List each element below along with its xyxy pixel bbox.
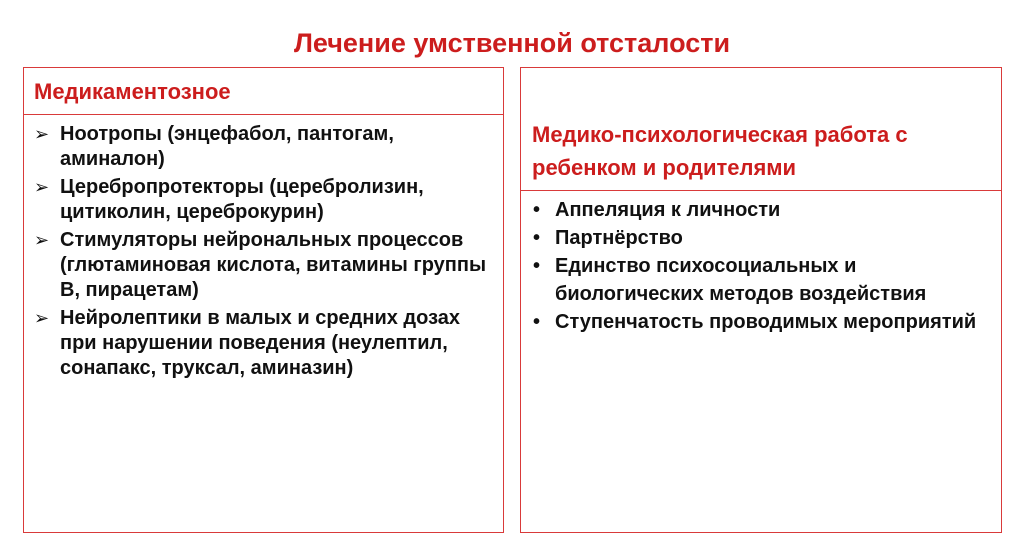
medication-list (32, 122, 492, 384)
arrow-bullet-icon: ➢ (34, 308, 50, 328)
dot-bullet-icon: • (533, 227, 541, 249)
list-item (32, 228, 492, 303)
list-item-text: Стимуляторы нейрональных процессов (глютаминовая кислота, витамины группы В, пирацетам) (60, 229, 487, 301)
list-item (32, 122, 492, 172)
medication-panel (23, 67, 504, 533)
arrow-bullet-icon: ➢ (34, 177, 50, 197)
list-item-text: Единство психосоциальных и биологических методов воздействия (555, 255, 927, 305)
list-item (529, 308, 989, 336)
list-item (529, 252, 989, 308)
list-item-text: Партнёрство (555, 227, 683, 249)
page-title: Лечение умственной отсталости (293, 28, 731, 58)
list-item (32, 306, 492, 381)
dot-bullet-icon: • (533, 199, 541, 221)
dot-bullet-icon: • (533, 255, 541, 277)
list-item-text: Церебропротекторы (церебролизин, цитиколин, цереброкурин) (60, 176, 424, 223)
list-item-text: Нейролептики в малых и средних дозах при нарушении поведения (неулептил, сонапакс, труксал, аминазин) (60, 307, 460, 379)
list-item-text: Аппеляция к личности (555, 199, 781, 221)
list-item (529, 196, 989, 224)
list-item-text: Ступенчатость проводимых мероприятий (555, 311, 977, 333)
list-item-text: Ноотропы (энцефабол, пантогам, аминалон) (60, 123, 394, 170)
psychological-list (529, 196, 989, 336)
arrow-bullet-icon: ➢ (34, 230, 50, 250)
list-item (32, 175, 492, 225)
list-item (529, 224, 989, 252)
psychological-panel (520, 67, 1002, 533)
arrow-bullet-icon: ➢ (34, 124, 50, 144)
dot-bullet-icon: • (533, 311, 541, 333)
psychological-heading: Медико-психологическая работа с ребенком и родителями (521, 68, 1001, 191)
medication-heading: Медикаментозное (24, 68, 503, 115)
